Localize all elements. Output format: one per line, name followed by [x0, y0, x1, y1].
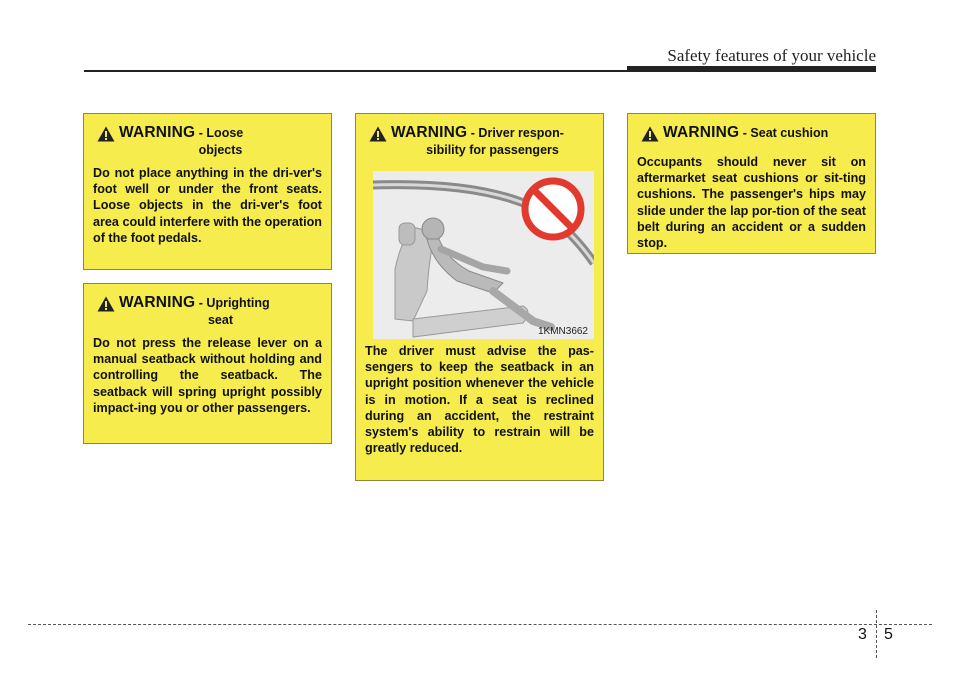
warning-subject: - Loose — [195, 126, 244, 140]
reclined-occupant-image — [373, 171, 594, 339]
warning-heading — [365, 124, 594, 157]
footer-separator — [876, 610, 877, 658]
page-number: 5 — [884, 626, 893, 643]
warning-heading — [93, 294, 322, 327]
warning-body: The driver must advise the pas-sengers to keep the seatback in an upright position whenever the vehicle is in motion. If a seat is reclined during an accident, the restraint system's ability to restrain will be greatly reduced. — [365, 344, 594, 456]
footer-rule — [28, 624, 932, 625]
reclined-seat-illustration — [373, 171, 594, 339]
warning-subject: - Uprighting — [195, 296, 270, 310]
warning-box-loose-objects — [83, 113, 332, 270]
warning-heading — [637, 124, 866, 146]
warning-subject-cont: seat — [207, 313, 234, 327]
warning-triangle-icon — [97, 126, 115, 142]
warning-subject-cont: objects — [198, 143, 243, 157]
figure-code: 1KMN3662 — [537, 326, 588, 337]
warning-heading — [93, 124, 322, 157]
warning-subject-cont: sibility for passengers — [426, 143, 559, 157]
warning-body: Do not place anything in the dri-ver's foot well or under the front seats. Loose objects in the dri-ver's foot area could interfere with the operation of the foot pedals. — [93, 166, 322, 245]
warning-body: Occupants should never sit on aftermarket seat cushions or sit-ting cushions. The passenger's hips may slide under the lap por-tion of the seat belt during an accident or a sudden stop. — [637, 155, 866, 251]
warning-label: WARNING — [119, 294, 196, 311]
page-header-title: Safety features of your vehicle — [667, 46, 876, 65]
warning-label: WARNING — [119, 124, 196, 141]
warning-box-uprighting-seat — [83, 283, 332, 444]
warning-triangle-icon — [641, 126, 659, 142]
warning-box-driver-responsibility — [355, 113, 604, 481]
warning-subject: - Seat cushion — [739, 126, 829, 140]
chapter-number: 3 — [858, 626, 867, 643]
warning-triangle-icon — [369, 126, 387, 142]
warning-subject: - Driver respon- — [467, 126, 564, 140]
warning-body: Do not press the release lever on a manual seatback without holding and controlling the seatback. The seatback will spring upright possibly impact-ing you or other passengers. — [93, 336, 322, 415]
warning-label: WARNING — [391, 124, 468, 141]
warning-label: WARNING — [663, 124, 740, 141]
header-rule-accent — [627, 66, 876, 72]
warning-triangle-icon — [97, 296, 115, 312]
warning-box-seat-cushion — [627, 113, 876, 254]
